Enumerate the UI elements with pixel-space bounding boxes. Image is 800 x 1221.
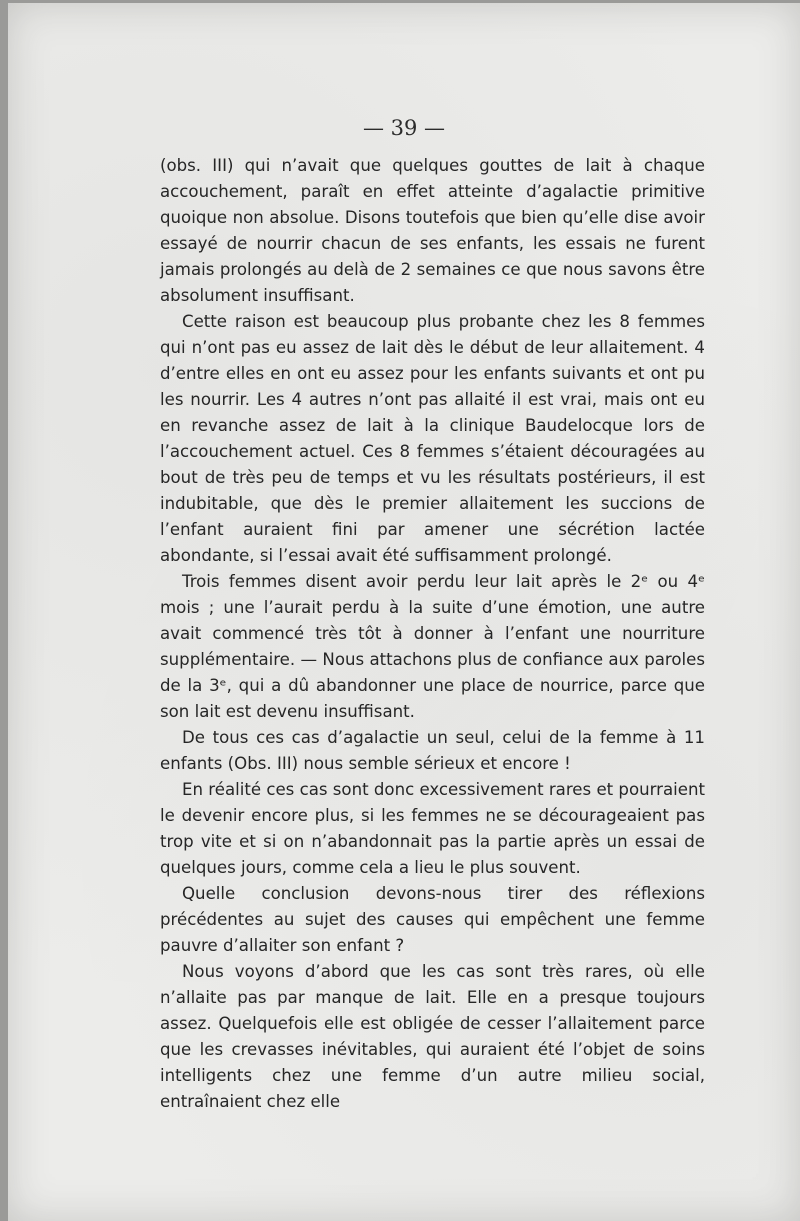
book-page [8,3,800,1221]
paragraph-three-women: Trois femmes disent avoir perdu leur lait après le 2ᵉ ou 4ᵉ mois ; une l’aurait perdu à la suite d’une émotion, une autre avait commencé très tôt à donner à l’enfant une nourriture supplémentaire. — Nous attachons plus de confiance aux paroles de la 3ᵉ, qui a dû abandonner une place de nourrice, parce que son lait est devenu insuffisant. [160,572,705,721]
paragraph-rare-lack-of-milk: Nous voyons d’abord que les cas sont très rares, où elle n’allaite pas par manque de lait. Elle en a presque toujours assez. Quelquefois elle est obligée de cesser l’allaitement parce que les crevasses inévitables, qui auraient été l’objet de soins intelligents chez une femme d’un autre milieu social, entraînaient chez elle [160,962,705,1111]
paragraph-obs-iii: (obs. III) qui n’avait que quelques gouttes de lait à chaque accouchement, paraît en effet atteinte d’agalactie primitive quoique non absolue. Disons toutefois que bien qu’elle dise avoir essayé de nourrir chacun de ses enfants, les essais ne furent jamais prolongés au delà de 2 semaines ce que nous savons être absolument insuffisant. [160,156,705,305]
paragraph-conclusion-question: Quelle conclusion devons-nous tirer des réflexions précédentes au sujet des causes qui empêchent une femme pauvre d’allaiter son enfant ? [160,884,705,955]
paragraph-rare-cases: En réalité ces cas sont donc excessivement rares et pourraient le devenir encore plus, si les femmes ne se décourageaient pas trop vite et si on n’abandonnait pas la partie après un essai de quelques jours, comme cela a lieu le plus souvent. [160,780,705,877]
page-body-text [160,153,705,1115]
paragraph-eight-women: Cette raison est beaucoup plus probante chez les 8 femmes qui n’ont pas eu assez de lait dès le début de leur allaitement. 4 d’entre elles en ont eu assez pour les enfants suivants et ont pu les nourrir. Les 4 autres n’ont pas allaité il est vrai, mais ont eu en revanche assez de lait à la clinique Baudelocque lors de l’accouchement actuel. Ces 8 femmes s’étaient découragées au bout de très peu de temps et vu les résultats postérieurs, il est indubitable, que dès le premier allaitement les succions de l’enfant auraient fini par amener une sécrétion lactée abondante, si l’essai avait été suffisamment prolongé. [160,312,705,565]
paragraph-agalactia-cases: De tous ces cas d’agalactie un seul, celui de la femme à 11 enfants (Obs. III) nous semble sérieux et encore ! [160,728,705,773]
page-number: — 39 — [362,116,446,140]
